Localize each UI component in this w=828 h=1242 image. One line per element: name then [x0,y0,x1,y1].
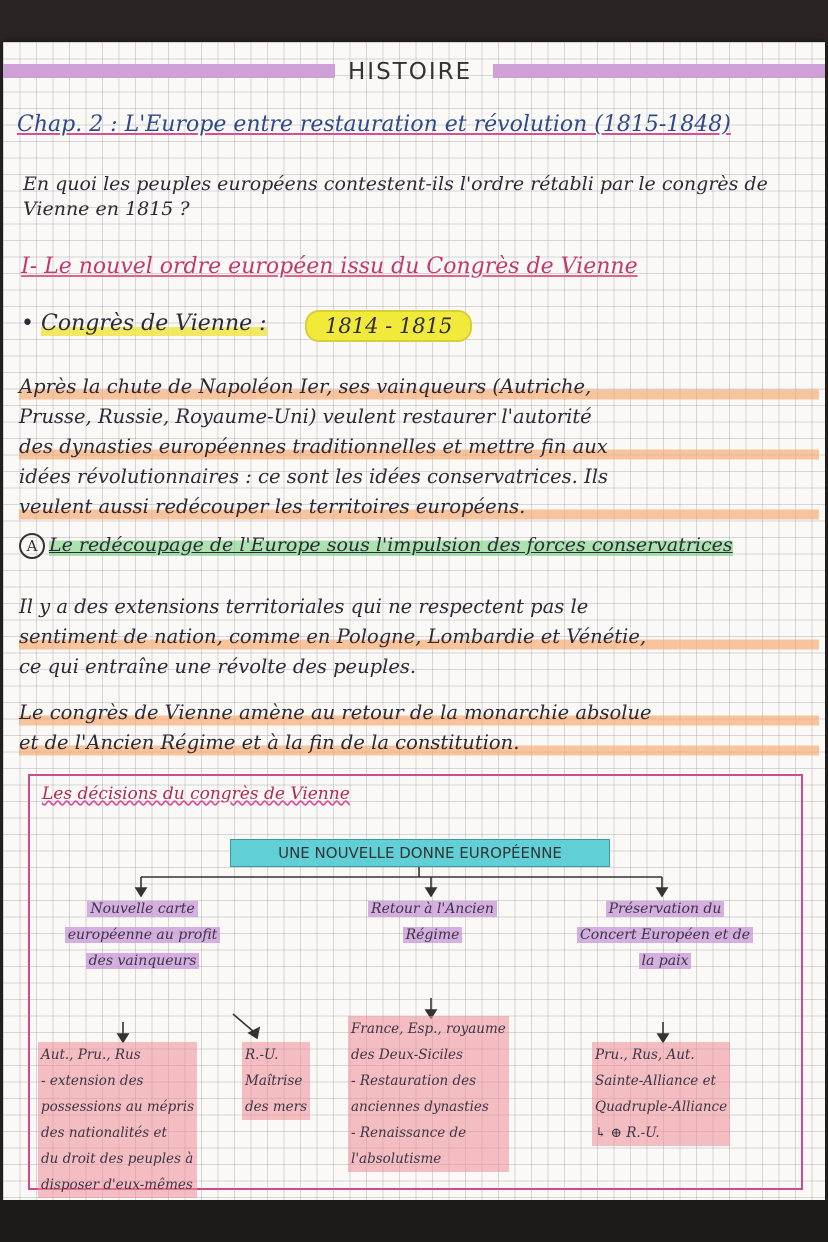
bullet-label: Congrès de Vienne : [40,311,267,336]
section-a-title [19,533,733,559]
paragraph-line: Prusse, Russie, Royaume-Uni) veulent restaurer l'autorité [19,405,592,428]
paragraph-line: des dynasties européennes traditionnelles et mettre fin aux [19,432,819,462]
paragraph-line: Après la chute de Napoléon Ier, ses vainqueurs (Autriche, [19,372,819,402]
paragraph-line: Le congrès de Vienne amène au retour de la monarchie absolue [19,698,819,728]
diagram-center-node: UNE NOUVELLE DONNE EUROPÉENNE [230,839,610,867]
branch-3-details [592,1042,730,1146]
branch-1-left-details [38,1042,197,1198]
notebook-page [3,42,825,1200]
detail-line: possessions au mépris [38,1094,197,1120]
detail-line: - Restauration des [348,1068,509,1094]
detail-line: - Renaissance de [348,1120,509,1146]
paragraph-line: et de l'Ancien Régime et à la fin de la constitution. [19,728,819,758]
header-bar-left [3,64,335,78]
detail-line: des Deux-Siciles [348,1042,509,1068]
chapter-title: Chap. 2 : L'Europe entre restauration et révolution (1815-1848) [17,112,731,137]
section-a-paragraph-1 [19,592,819,682]
paragraph-line: Il y a des extensions territoriales qui ne respectent pas le [19,595,589,618]
background-surface [0,1200,828,1242]
section-a-marker: A [19,533,45,559]
section-a-label: Le redécoupage de l'Europe sous l'impulsion des forces conservatrices [49,534,733,556]
branch-3-node [560,896,770,974]
node-line: des vainqueurs [86,953,200,969]
node-line: Nouvelle carte [87,901,197,917]
section-1-paragraph [19,372,819,522]
node-line: européenne au profit [65,927,221,943]
section-1-title: I- Le nouvel ordre européen issu du Congrès de Vienne [21,254,638,279]
branch-2-node [330,896,535,948]
node-line: la paix [639,953,692,969]
detail-line: Pru., Rus, Aut. [592,1042,730,1068]
node-line: Retour à l'Ancien [368,901,497,917]
section-a-paragraph-2 [19,698,819,758]
detail-line: R.-U. [242,1042,310,1068]
page-title: HISTOIRE [348,59,473,85]
detail-line: Sainte-Alliance et [592,1068,730,1094]
detail-line: France, Esp., royaume [348,1016,509,1042]
detail-line: des nationalités et [38,1120,197,1146]
detail-line: Aut., Pru., Rus [38,1042,197,1068]
branch-2-details [348,1016,509,1172]
node-line: Préservation du [606,901,725,917]
branch-1-right-details [242,1042,310,1120]
problem-question: En quoi les peuples européens contestent-ils l'ordre rétabli par le congrès de Vienne en 1815 ? [23,173,768,220]
decisions-diagram [28,774,803,1193]
branch-1-node [35,896,250,974]
header-bar-right [493,64,825,78]
detail-line: - extension des [38,1068,197,1094]
paragraph-line: sentiment de nation, comme en Pologne, Lombardie et Vénétie, [19,622,819,652]
detail-line: du droit des peuples à [38,1146,197,1172]
diagram-title: Les décisions du congrès de Vienne [42,784,350,804]
paragraph-line: idées révolutionnaires : ce sont les idées conservatrices. Ils [19,465,608,488]
node-line: Concert Européen et de [577,927,753,943]
node-line: Régime [403,927,463,943]
detail-line: ↳ ⊕ R.-U. [592,1120,730,1146]
bullet-congres: • Congrès de Vienne : [21,311,267,336]
detail-line: disposer d'eux-mêmes [38,1172,197,1198]
detail-line: des mers [242,1094,310,1120]
detail-line: Quadruple-Alliance [592,1094,730,1120]
detail-line: l'absolutisme [348,1146,509,1172]
detail-line: Maîtrise [242,1068,310,1094]
paragraph-line: veulent aussi redécouper les territoires européens. [19,492,819,522]
detail-line: anciennes dynasties [348,1094,509,1120]
paragraph-line: ce qui entraîne une révolte des peuples. [19,655,417,678]
dates-badge: 1814 - 1815 [305,310,472,342]
